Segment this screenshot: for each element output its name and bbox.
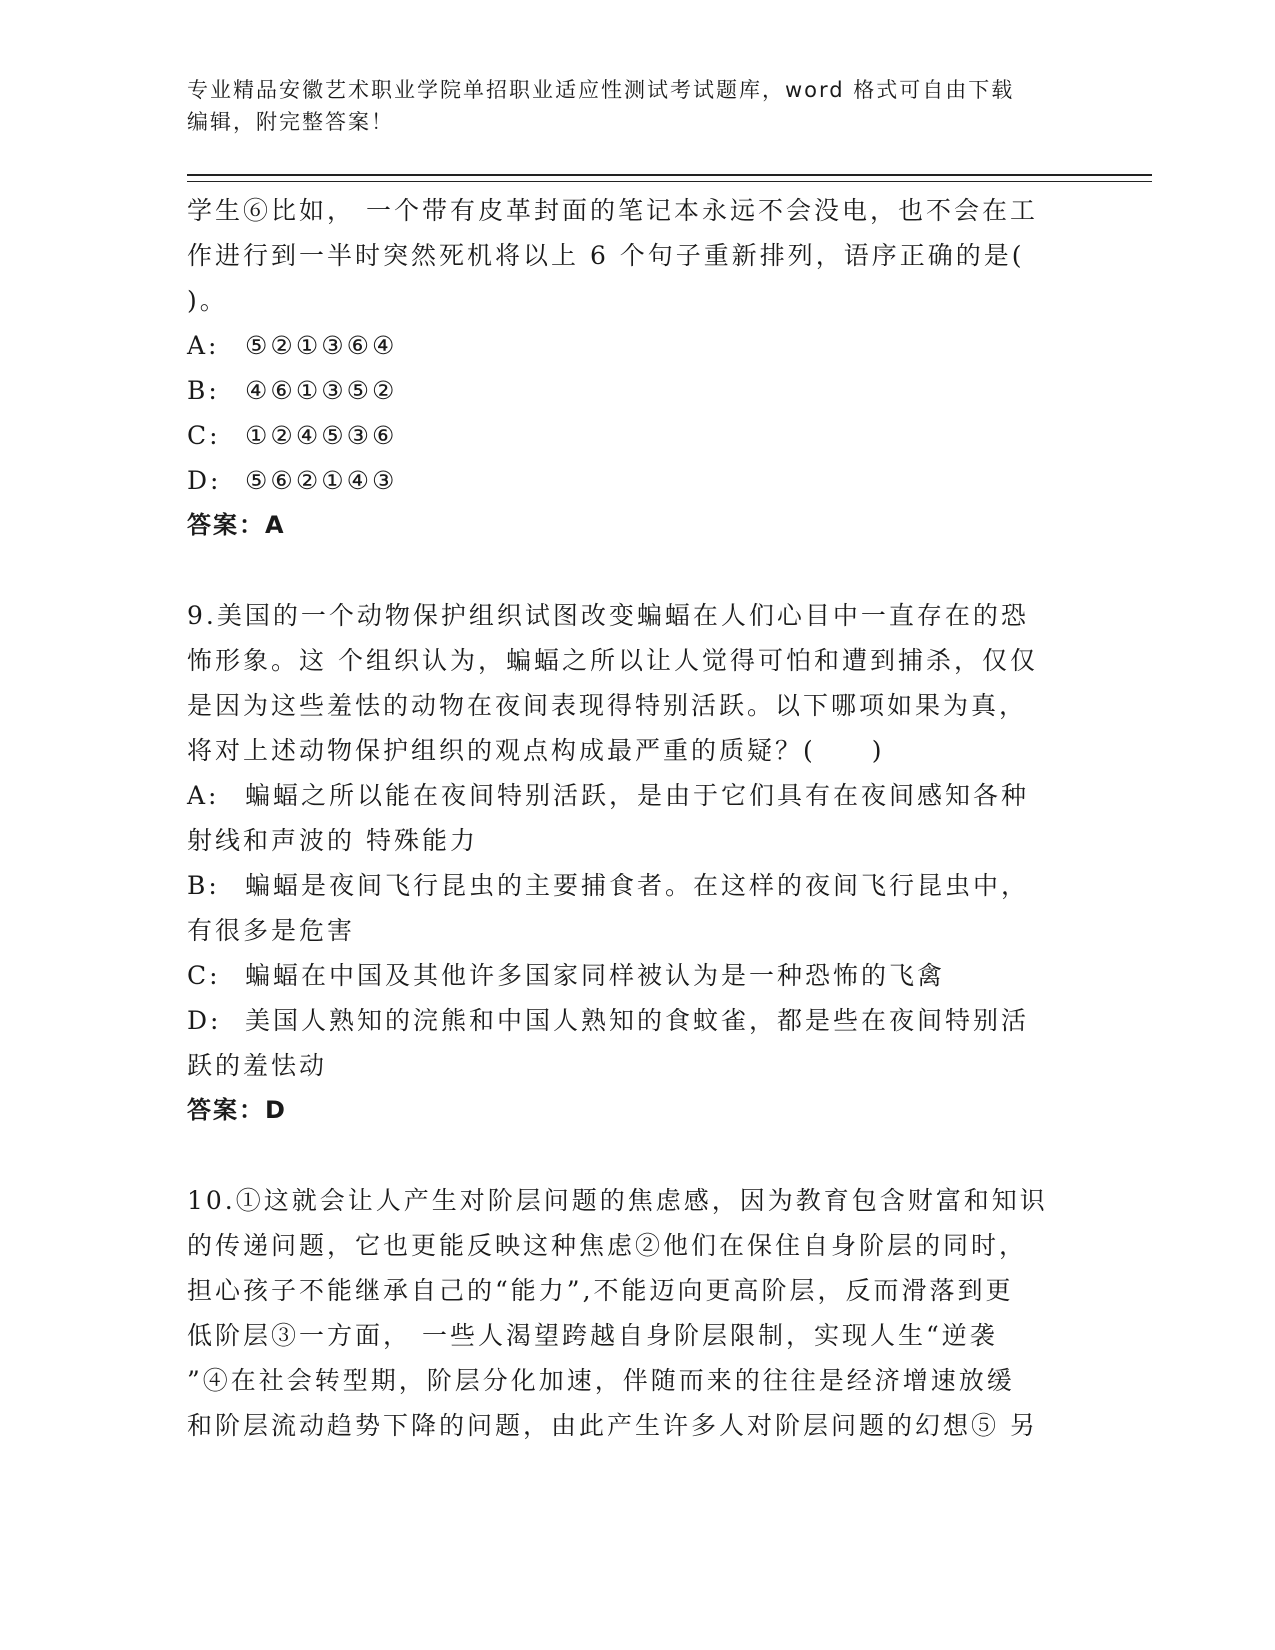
question-8 [187,188,1067,548]
question-9 [187,593,1067,1133]
option-b [187,368,1067,413]
page-header [187,74,1067,138]
question-8-line-2: 作进行到一半时突然死机将以上 6 个句子重新排列，语序正确的是( [187,241,1025,270]
option-text: ⑤⑥②①④③ [245,466,398,495]
option-b-continued: 有很多是危害 [187,916,356,945]
question-10-line-3: 担心孩子不能继承自己的“能力”,不能迈向更高阶层，反而滑落到更 [187,1276,1014,1305]
option-text: ⑤②①③⑥④ [245,331,398,360]
option-text: ①②④⑤③⑥ [245,421,398,450]
option-b [187,863,1067,908]
option-letter: A: [187,331,220,360]
document-body [187,188,1067,1448]
option-text: 蝙蝠之所以能在夜间特别活跃，是由于它们具有在夜间感知各种 [245,781,1030,810]
question-9-line-3: 是因为这些羞怯的动物在夜间表现得特别活跃。以下哪项如果为真， [187,691,1028,720]
header-rule-thin [187,181,1152,182]
option-text: 蝙蝠是夜间飞行昆虫的主要捕食者。在这样的夜间飞行昆虫中， [245,871,1030,900]
question-10 [187,1178,1067,1448]
question-9-line-4: 将对上述动物保护组织的观点构成最严重的质疑？( ) [187,736,885,765]
header-rule-thick [187,174,1152,176]
option-c [187,953,1067,998]
option-d [187,998,1067,1043]
question-10-line-1: 10.①这就会让人产生对阶层问题的焦虑感，因为教育包含财富和知识 [187,1186,1048,1215]
spacer [187,1133,1067,1178]
option-text: 美国人熟知的浣熊和中国人熟知的食蚊雀，都是些在夜间特别活 [245,1006,1030,1035]
question-8-line-3: )。 [187,286,228,315]
option-letter: A: [187,781,220,810]
option-letter: C: [187,421,221,450]
option-a [187,323,1067,368]
question-8-line-1: 学生⑥比如， 一个带有皮革封面的笔记本永远不会没电，也不会在工 [187,196,1038,225]
header-line-2: 编辑，附完整答案！ [187,110,394,134]
question-10-line-4: 低阶层③一方面， 一些人渴望跨越自身阶层限制，实现人生“逆袭 [187,1321,998,1350]
question-9-line-1: 9.美国的一个动物保护组织试图改变蝙蝠在人们心目中一直存在的恐 [187,601,1029,630]
question-9-line-2: 怖形象。这 个组织认为，蝙蝠之所以让人觉得可怕和遭到捕杀，仅仅 [187,646,1038,675]
option-text: 蝙蝠在中国及其他许多国家同样被认为是一种恐怖的飞禽 [245,961,946,990]
option-letter: D: [187,466,222,495]
option-text: ④⑥①③⑤② [245,376,398,405]
option-a [187,773,1067,818]
option-a-continued: 射线和声波的 特殊能力 [187,826,478,855]
option-letter: D: [187,1006,222,1035]
spacer [187,548,1067,593]
header-line-1: 专业精品安徽艺术职业学院单招职业适应性测试考试题库，word 格式可自由下载 [187,78,1015,102]
option-letter: B: [187,871,220,900]
option-d [187,458,1067,503]
question-10-line-6: 和阶层流动趋势下降的问题，由此产生许多人对阶层问题的幻想⑤ 另 [187,1411,1038,1440]
answer-label: 答案：D [187,1096,287,1124]
question-10-line-5: ”④在社会转型期，阶层分化加速，伴随而来的往往是经济增速放缓 [187,1366,1015,1395]
answer-label: 答案：A [187,511,286,539]
option-c [187,413,1067,458]
option-d-continued: 跃的羞怯动 [187,1051,328,1080]
option-letter: B: [187,376,220,405]
question-10-line-2: 的传递问题，它也更能反映这种焦虑②他们在保住自身阶层的同时， [187,1231,1028,1260]
option-letter: C: [187,961,221,990]
